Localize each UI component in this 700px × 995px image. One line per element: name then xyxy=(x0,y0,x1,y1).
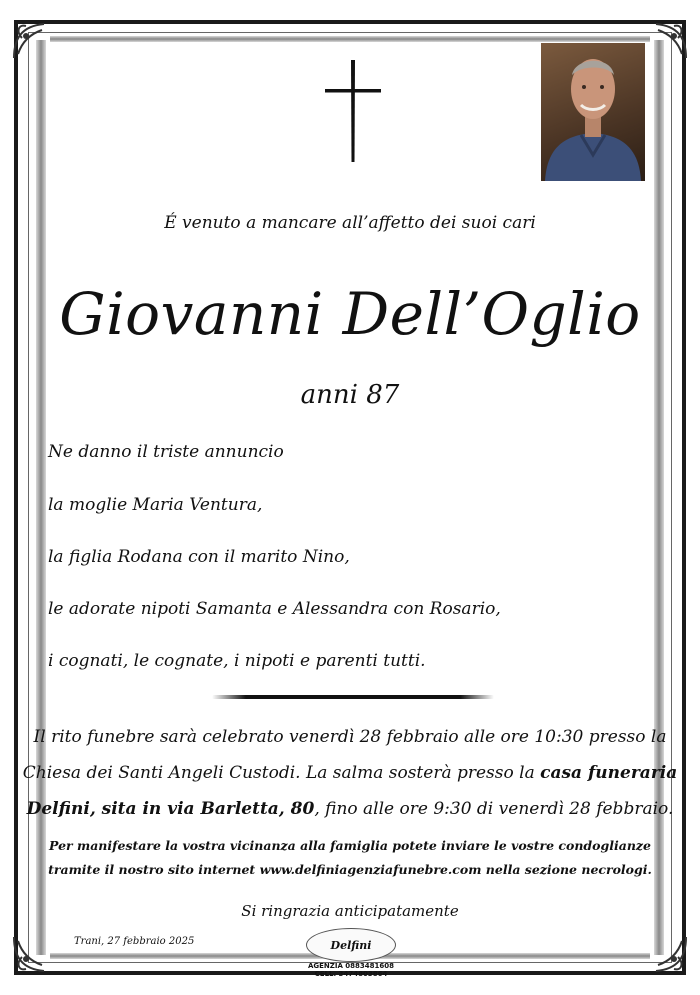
corner-ornament-icon xyxy=(646,18,692,64)
thanks-text: Si ringrazia anticipatamente xyxy=(241,902,459,920)
notice-date: Trani, 27 febbraio 2025 xyxy=(74,936,195,947)
portrait-photo xyxy=(541,43,645,181)
rite-text-bold: Delfini, sita in via Barletta, 80 xyxy=(26,799,315,819)
corner-ornament-icon xyxy=(646,931,692,977)
rite-text: , fino alle ore 9:30 di venerdì 28 febbraio. xyxy=(314,799,674,819)
rite-line xyxy=(0,799,700,819)
logo-oval xyxy=(306,928,396,962)
family-line: i cognati, le cognate, i nipoti e parenti tutti. xyxy=(48,651,426,671)
family-line: Ne danno il triste annuncio xyxy=(48,442,284,462)
intro-text: É venuto a mancare all’affetto dei suoi cari xyxy=(164,213,536,233)
family-line: la moglie Maria Ventura, xyxy=(48,495,263,515)
rite-line xyxy=(0,763,700,783)
corner-ornament-icon xyxy=(8,931,54,977)
rite-text: Chiesa dei Santi Angeli Custodi. La salma sosterà presso la xyxy=(22,763,541,783)
cell-phone: CELL. 3474803864 xyxy=(314,970,388,978)
rite-text-bold: casa funeraria xyxy=(540,763,678,783)
section-divider xyxy=(212,695,494,699)
family-line: la figlia Rodana con il marito Nino, xyxy=(48,547,350,567)
family-line: le adorate nipoti Samanta e Alessandra con Rosario, xyxy=(48,599,501,619)
condolences-line: Per manifestare la vostra vicinanza alla famiglia potete inviare le vostre condoglianze xyxy=(49,838,651,853)
logo-name: Delfini xyxy=(330,938,372,952)
agency-logo xyxy=(303,928,399,986)
rite-line: Il rito funebre sarà celebrato venerdì 28 febbraio alle ore 10:30 presso la xyxy=(33,727,667,747)
condolences-line: tramite il nostro sito internet www.delfiniagenziafunebre.com nella sezione necrologi. xyxy=(48,862,652,877)
deceased-age: anni 87 xyxy=(300,380,400,410)
person-portrait-icon xyxy=(541,43,645,181)
cross-icon xyxy=(323,58,383,164)
corner-ornament-icon xyxy=(8,18,54,64)
agency-phone: AGENZIA 0883481608 xyxy=(307,962,395,970)
deceased-name: Giovanni Dell’Oglio xyxy=(59,280,641,348)
